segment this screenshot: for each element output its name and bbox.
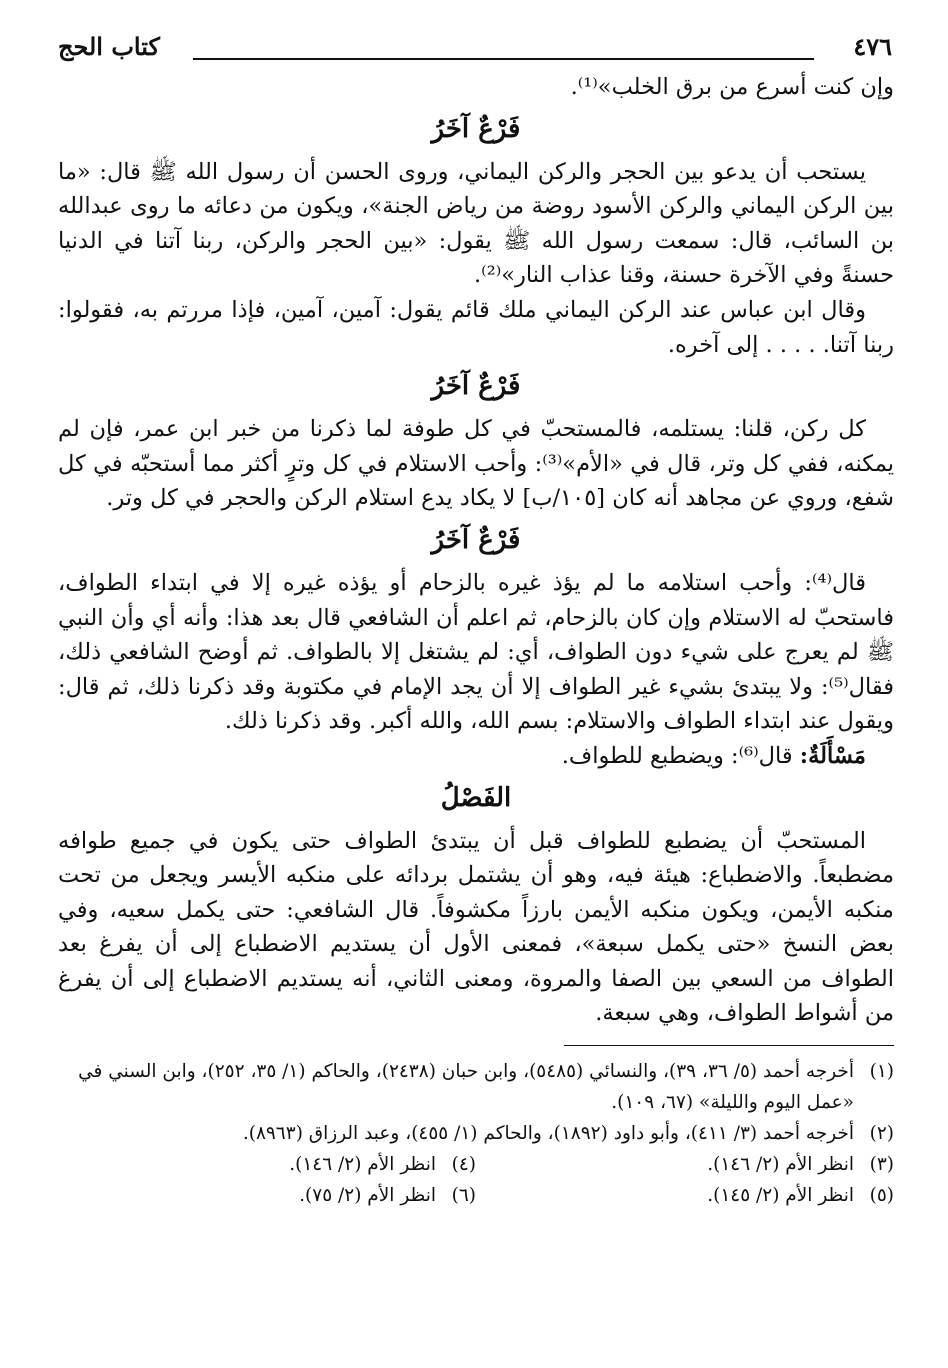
- footnote-text: انظر الأم (٢/ ١٤٥).: [707, 1185, 854, 1207]
- footnote-number: (٢): [869, 1123, 894, 1145]
- section-heading-3: فَرْعٌ آخَرُ: [431, 524, 521, 555]
- footnote-row: [58, 1149, 894, 1180]
- footnote-text: انظر الأم (٢/ ١٤٦).: [289, 1154, 436, 1176]
- page-number: ٤٧٦: [853, 32, 892, 61]
- footnote-4: [58, 1149, 476, 1180]
- section-heading-1: فَرْعٌ آخَرُ: [431, 113, 521, 144]
- footnote-row: [58, 1180, 894, 1211]
- section3-paragraph-1: قال⁽⁴⁾: وأحب استلامه ما لم يؤذ غيره بالزحام أو يؤذه غيره إلا في ابتداء الطواف، فاستحبّ له الاستلام وإن كان بالزحام، ثم اعلم أن الشافعي قال بعد هذا: وأنه أي وأن النبي ﷺ لم يعرج على شيء دون الطواف، أي: لم يشتغل إلا بالطواف. ثم أوضح الشافعي ذلك، فقال⁽⁵⁾: ولا يبتدئ بشيء غير الطواف إلا أن يجد الإمام في مكتوبة وقد ذكرنا ذلك، ثم قال: ويقول عند ابتداء الطواف والاستلام: بسم الله، والله أكبر. وقد ذكرنا ذلك.: [58, 569, 894, 735]
- book-title: كتاب الحج: [58, 32, 160, 61]
- section1-paragraph-1: يستحب أن يدعو بين الحجر والركن اليماني، وروى الحسن أن رسول الله ﷺ قال: «ما بين الركن اليماني والركن الأسود روضة من رياض الجنة»، ويكون من دعائه ما روى عبدالله بن السائب، قال: سمعت رسول الله ﷺ يقول: «بين الحجر والركن، ربنا آتنا في الدنيا حسنةً وفي الآخرة حسنة، وقنا عذاب النار»⁽²⁾.: [58, 158, 894, 289]
- footnote-5: [476, 1180, 894, 1211]
- section1-paragraph-2: وقال ابن عباس عند الركن اليماني ملك قائم يقول: آمين، آمين، فإذا مررتم به، فقولوا: ربنا آتنا. . . . . إلى آخره.: [58, 296, 894, 358]
- masala-text: قال⁽⁶⁾: ويضطبع للطواف.: [561, 742, 800, 769]
- section-heading-2: فَرْعٌ آخَرُ: [431, 371, 521, 402]
- footnote-number: (٤): [451, 1154, 476, 1176]
- footnote-3: [476, 1149, 894, 1180]
- footnote-number: (٥): [869, 1185, 894, 1207]
- footnote-number: (١): [869, 1061, 894, 1083]
- header-rule: [193, 58, 814, 60]
- footnote-1: [58, 1056, 894, 1118]
- footnote-text: انظر الأم (٢/ ٧٥).: [299, 1185, 436, 1207]
- footnote-text: أخرجه أحمد (٣/ ٤١١)، وأبو داود (١٨٩٢)، والحاكم (١/ ٤٥٥)، وعبد الرزاق (٨٩٦٣).: [242, 1123, 854, 1145]
- section-heading-4: الفَصْلُ: [440, 782, 512, 813]
- footnote-separator: [564, 1045, 894, 1046]
- masala-label: مَسْأَلَةٌ:: [799, 742, 866, 769]
- footnote-6: [58, 1180, 476, 1211]
- section2-paragraph-1: كل ركن، قلنا: يستلمه، فالمستحبّ في كل طوفة لما ذكرنا من خبر ابن عمر، فإن لم يمكنه، ففي كل وتر، قال في «الأم»⁽³⁾: وأحب الاستلام في كل وترٍ أكثر مما أستحبّه في كل شفع، وروي عن مجاهد أنه كان [١٠٥/ب] لا يكاد يدع استلام الركن والحجر في كل وتر.: [58, 416, 894, 512]
- footnote-number: (٦): [451, 1185, 476, 1207]
- book-page: [58, 28, 894, 1211]
- footnote-text: أخرجه أحمد (٥/ ٣٦، ٣٩)، والنسائي (٥٤٨٥)، وابن حبان (٢٤٣٨)، والحاكم (١/ ٣٥، ٢٥٢)، وابن السني في «عمل اليوم والليلة» (٦٧، ١٠٩).: [78, 1061, 854, 1114]
- footnote-text: انظر الأم (٢/ ١٤٦).: [707, 1154, 854, 1176]
- masala-paragraph: [58, 739, 894, 774]
- page-header: [58, 28, 894, 70]
- footnote-2: [58, 1118, 894, 1149]
- section4-paragraph-1: المستحبّ أن يضطبع للطواف قبل أن يبتدئ الطواف حتى يكون في جميع طوافه مضطبعاً. والاضطباع: هيئة فيه، وهو أن يشتمل بردائه على منكبه الأيسر ويجعل من تحت منكبه الأيمن، ويكون منكبه الأيمن بارزاً مكشوفاً. قال الشافعي: حتى يكمل سعيه، وفي بعض النسخ «حتى يكمل سبعة»، فمعنى الأول أن يستديم الاضطباع إلى أن يفرغ بعد الطواف من السعي بين الصفا والمروة، ومعنى الثاني، أنه يستديم الاضطباع إلى أن يفرغ من أشواط الطواف، وهي سبعة.: [58, 827, 894, 1027]
- footnotes: [58, 1056, 894, 1211]
- intro-line: وإن كنت أسرع من برق الخلب»⁽¹⁾.: [570, 74, 894, 100]
- footnote-number: (٣): [869, 1154, 894, 1176]
